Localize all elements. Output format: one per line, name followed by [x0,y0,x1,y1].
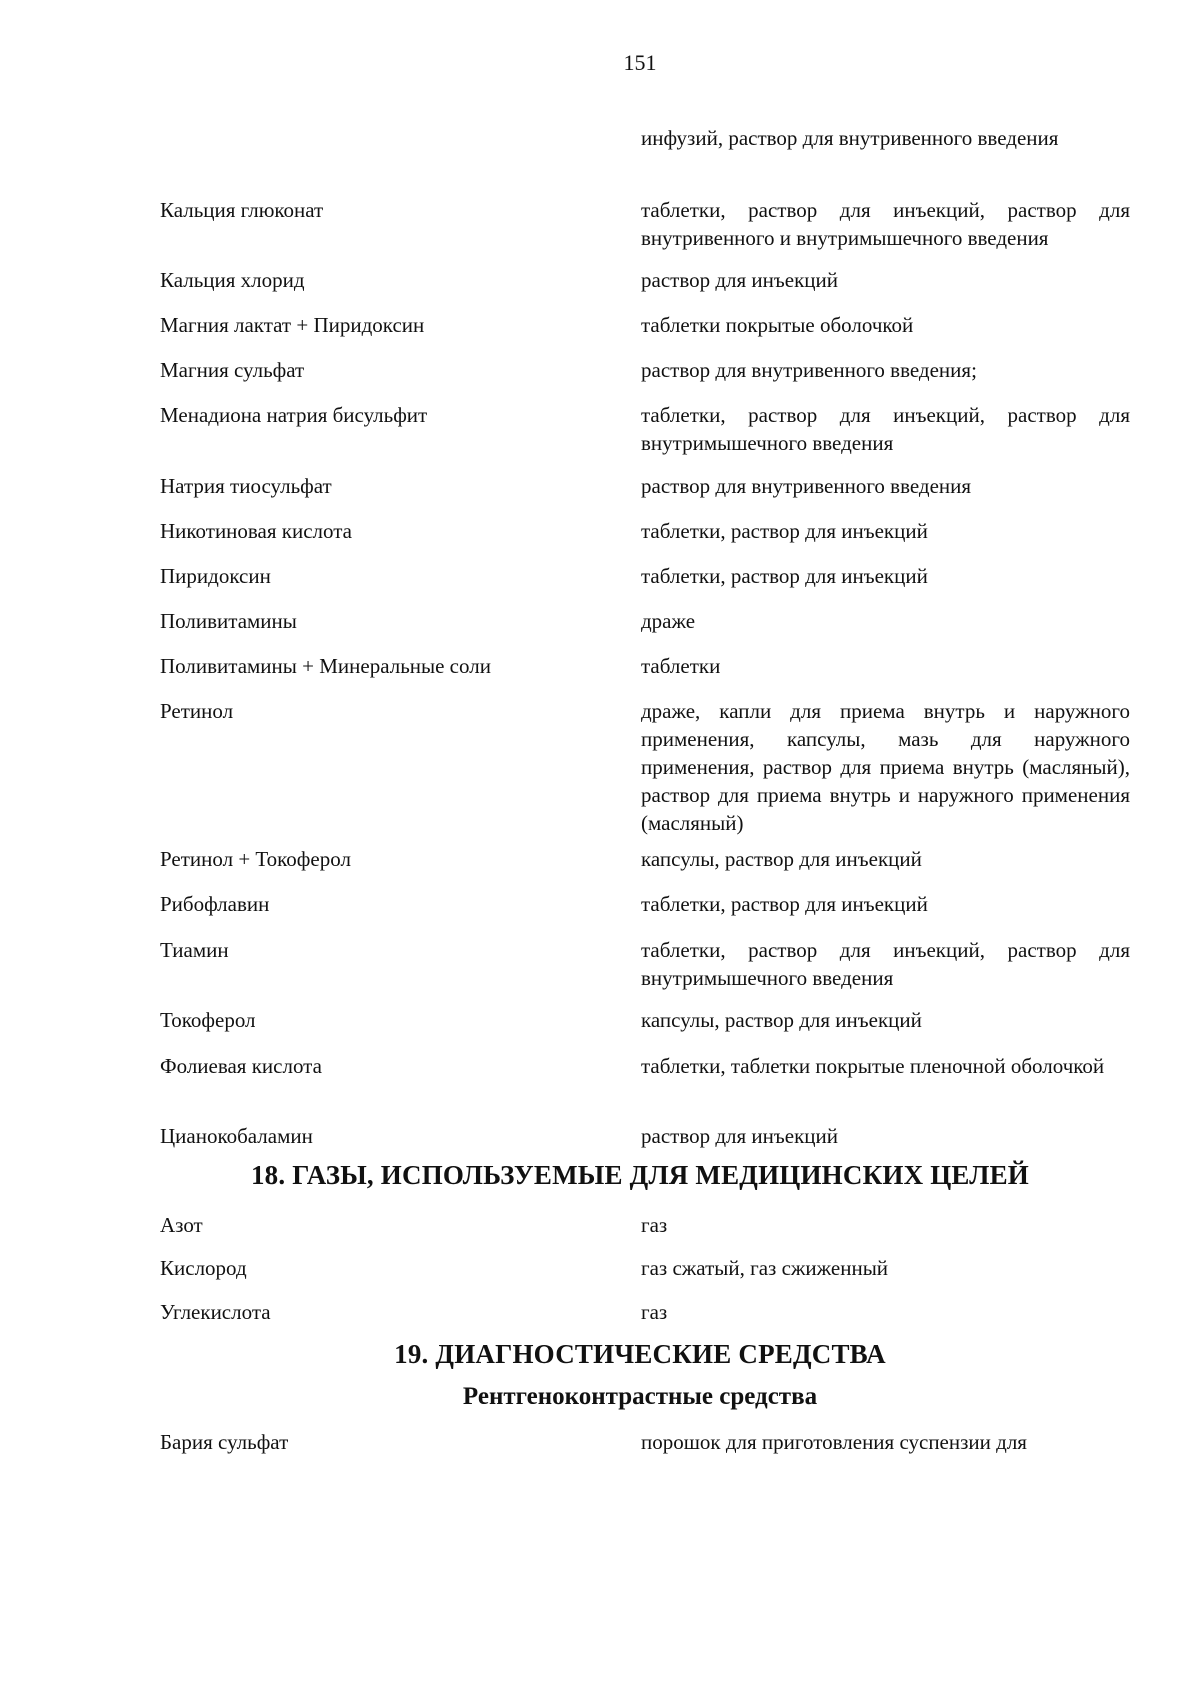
drug-name: Углекислота [160,1300,271,1324]
drug-name: Пиридоксин [160,564,271,588]
drug-name: Менадиона натрия бисульфит [160,403,428,427]
dosage-form: таблетки покрытые оболочкой [641,313,914,337]
drug-name: Магния лактат + Пиридоксин [160,313,425,337]
dosage-form: таблетки, раствор для инъекций [641,519,928,543]
dosage-form: таблетки, раствор для инъекций, раствор для внутривенного и внутримышечного введения [641,198,1130,250]
drug-name: Кислород [160,1256,247,1280]
dosage-form: газ [641,1300,668,1324]
drug-name: Кальция глюконат [160,198,324,222]
dosage-form: раствор для инъекций [641,1124,838,1148]
dosage-form: раствор для внутривенного введения [641,474,972,498]
dosage-form: раствор для внутривенного введения; [641,358,977,382]
drug-name: Азот [160,1213,203,1237]
drug-name: Токоферол [160,1008,256,1032]
dosage-form: инфузий, раствор для внутривенного введения [641,126,1059,150]
page-number: 151 [623,50,657,75]
drug-name: Никотиновая кислота [160,519,353,543]
drug-name: Поливитамины + Минеральные соли [160,654,491,678]
dosage-form: таблетки, раствор для инъекций [641,892,928,916]
drug-name: Рибофлавин [160,892,270,916]
dosage-form: таблетки, раствор для инъекций [641,564,928,588]
section-heading: 18. ГАЗЫ, ИСПОЛЬЗУЕМЫЕ ДЛЯ МЕДИЦИНСКИХ ЦЕЛЕЙ [250,1160,1029,1190]
drug-name: Магния сульфат [160,358,305,382]
dosage-form: драже, капли для приема внутрь и наружного применения, капсулы, мазь для наружного применения, раствор для приема внутрь (масляный), раствор для приема внутрь и наружного применения (масляный) [641,699,1130,835]
dosage-form: газ сжатый, газ сжиженный [641,1256,889,1280]
drug-name: Фолиевая кислота [160,1054,322,1078]
dosage-form: таблетки, таблетки покрытые пленочной оболочкой [641,1054,1105,1078]
drug-name: Ретинол + Токоферол [160,847,351,871]
drug-name: Поливитамины [160,609,297,633]
section-subheading: Рентгеноконтрастные средства [462,1383,818,1410]
dosage-form: газ [641,1213,668,1237]
drug-name: Цианокобаламин [160,1124,313,1148]
dosage-form: драже [641,609,696,633]
dosage-form: порошок для приготовления суспензии для [641,1430,1027,1454]
drug-name: Тиамин [160,938,229,962]
dosage-form: таблетки, раствор для инъекций, раствор для внутримышечного введения [641,403,1130,455]
dosage-form: капсулы, раствор для инъекций [641,1008,922,1032]
drug-name: Натрия тиосульфат [160,474,332,498]
drug-name: Бария сульфат [160,1430,289,1454]
drug-name: Ретинол [160,699,234,723]
dosage-form: капсулы, раствор для инъекций [641,847,922,871]
dosage-form: таблетки, раствор для инъекций, раствор для внутримышечного введения [641,938,1130,990]
section-heading: 19. ДИАГНОСТИЧЕСКИЕ СРЕДСТВА [394,1339,886,1369]
drug-name: Кальция хлорид [160,268,305,292]
dosage-form: раствор для инъекций [641,268,838,292]
dosage-form: таблетки [641,654,721,678]
